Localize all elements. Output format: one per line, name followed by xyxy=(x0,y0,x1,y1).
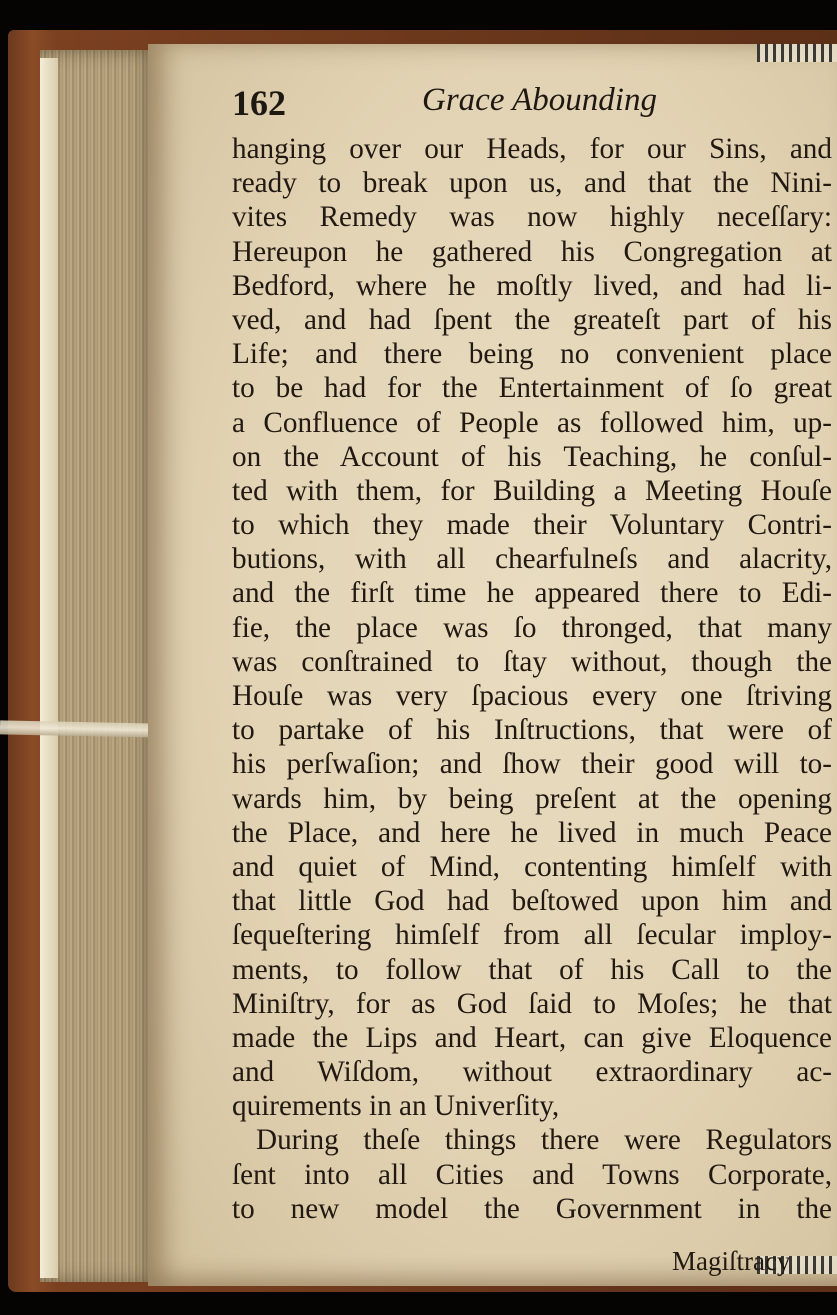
text-line: the Place, and here he lived in much Peace xyxy=(232,816,832,849)
headband-top xyxy=(757,44,837,62)
text-line: to partake of his Inſtructions, that were of xyxy=(232,714,832,747)
text-line: Miniſtry, for as God ſaid to Moſes; he that xyxy=(232,987,832,1020)
text-line: butions, with all chearfulneſs and alacrity, xyxy=(232,543,832,576)
text-line: ſent into all Cities and Towns Corporate, xyxy=(232,1158,832,1191)
text-line: ted with them, for Building a Meeting Houſe xyxy=(232,474,832,507)
text-line: and the firſt time he appeared there to Edi- xyxy=(232,577,832,610)
text-line: ready to break upon us, and that the Nini- xyxy=(232,167,832,200)
text-line: that little God had beſtowed upon him and xyxy=(232,885,832,918)
text-line: to be had for the Entertainment of ſo great xyxy=(232,372,832,405)
text-line: Bedford, where he moſtly lived, and had li- xyxy=(232,269,832,302)
page-number: 162 xyxy=(232,83,286,123)
text-line: fie, the place was ſo thronged, that many xyxy=(232,611,832,644)
text-line: on the Account of his Teaching, he conſul- xyxy=(232,440,832,473)
text-line: ments, to follow that of his Call to the xyxy=(232,953,832,986)
text-line: wards him, by being preſent at the opening xyxy=(232,782,832,815)
text-line: ſequeſtering himſelf from all ſecular imploy- xyxy=(232,919,832,952)
text-line: Hereupon he gathered his Congregation at xyxy=(232,235,832,268)
text-line: hanging over our Heads, for our Sins, and xyxy=(232,133,832,165)
text-line: Houſe was very ſpacious every one ſtriving xyxy=(232,680,832,712)
text-line: to new model the Government in the xyxy=(232,1192,832,1225)
text-line: and Wiſdom, without extraordinary ac- xyxy=(232,1056,832,1089)
running-title: Grace Abounding xyxy=(422,82,657,118)
text-line: quirements in an Univerſity, xyxy=(232,1090,560,1123)
text-line: vites Remedy was now highly neceſſary: xyxy=(232,201,832,234)
text-line: and quiet of Mind, contenting himſelf with xyxy=(232,850,832,883)
text-line: made the Lips and Heart, can give Eloquence xyxy=(232,1021,832,1054)
text-line: Life; and there being no convenient place xyxy=(232,338,832,371)
text-line: ved, and had ſpent the greateſt part of his xyxy=(232,303,832,336)
text-line: to which they made their Voluntary Contri- xyxy=(232,509,832,542)
text-line: was conſtrained to ſtay without, though the xyxy=(232,645,832,678)
page-header xyxy=(232,82,832,126)
catchword: Magiſtracy xyxy=(672,1246,791,1276)
body-text xyxy=(232,132,832,1226)
text-line: a Confluence of People as followed him, up- xyxy=(232,406,832,439)
page-edge-highlight xyxy=(40,58,58,1278)
text-line: During theſe things there were Regulators xyxy=(256,1124,832,1157)
text-line: his perſwaſion; and ſhow their good will to- xyxy=(232,748,832,781)
